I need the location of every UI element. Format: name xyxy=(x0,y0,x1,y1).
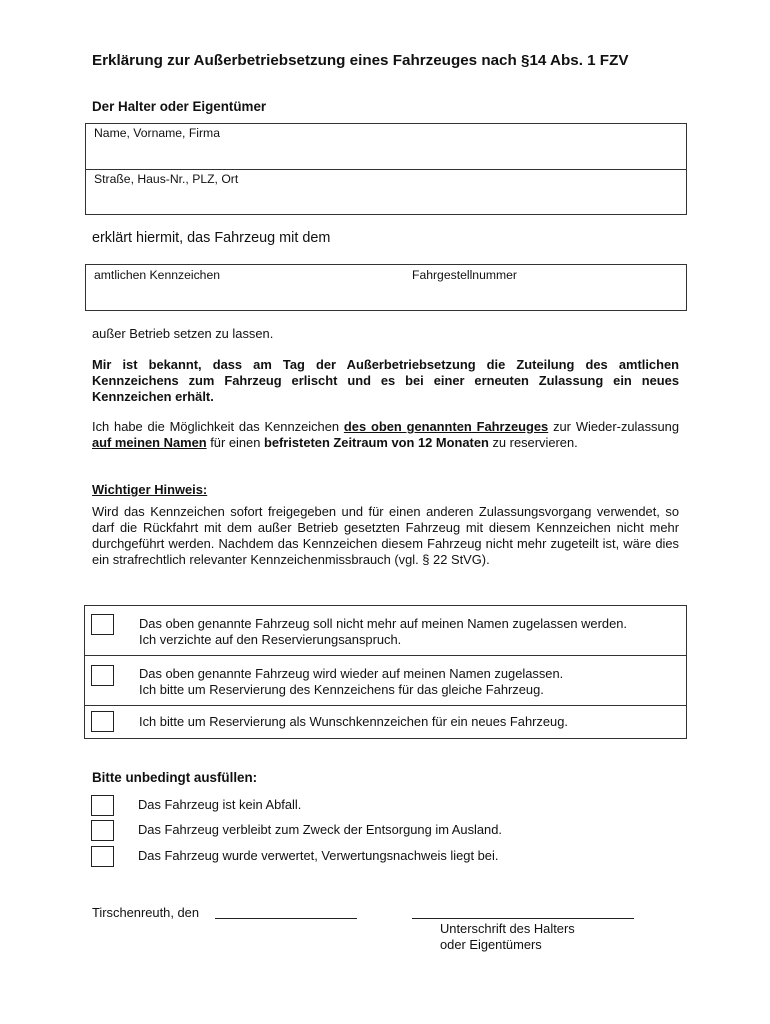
option-row xyxy=(85,605,686,656)
signature-label-1: Unterschrift des Halters xyxy=(440,921,575,936)
option-text xyxy=(139,616,627,648)
fahrgestell-label: Fahrgestellnummer xyxy=(412,268,517,282)
reserve-bold-period: befristeten Zeitraum von 12 Monaten xyxy=(263,435,489,450)
option-checkbox[interactable] xyxy=(91,614,114,635)
option-row xyxy=(85,706,686,739)
halter-heading: Der Halter oder Eigentümer xyxy=(92,99,267,114)
reserve-text-1: Ich habe die Möglichkeit das Kennzeichen xyxy=(92,419,344,434)
bitte-heading: Bitte unbedingt ausfüllen: xyxy=(92,770,258,785)
option-line: Ich bitte um Reservierung des Kennzeichens für das gleiche Fahrzeug. xyxy=(139,682,544,697)
option-text xyxy=(139,666,563,698)
option-row xyxy=(85,656,686,706)
erklaert-text: erklärt hiermit, das Fahrzeug mit dem xyxy=(92,230,331,246)
ausland-text: Das Fahrzeug verbleibt zum Zweck der Entsorgung im Ausland. xyxy=(138,822,502,837)
option-text xyxy=(139,714,568,730)
kennzeichen-field[interactable] xyxy=(86,265,406,310)
option-line: Das oben genannte Fahrzeug wird wieder auf meinen Namen zugelassen. xyxy=(139,666,564,681)
reserve-text-3: für einen xyxy=(206,435,264,450)
halter-box xyxy=(85,123,687,215)
reserve-text-2: zur Wieder-zulassung xyxy=(548,419,679,434)
options-table xyxy=(84,605,687,739)
bekannt-text: Mir ist bekannt, dass am Tag der Außerbetriebsetzung die Zuteilung des amtlichen Kennzeichens zum Fahrzeug erlischt und es bei einer erneuten Zulassung ein neues Kennzeichen erhält. xyxy=(92,357,679,404)
name-field-label: Name, Vorname, Firma xyxy=(94,126,220,140)
reserve-text-4: zu reservieren. xyxy=(488,435,578,450)
hinweis-text: Wird das Kennzeichen sofort freigegeben und für einen anderen Zulassungsvorgang verwendet, so darf die Rückfahrt mit dem außer Betrieb gesetzten Fahrzeug mit diesem Kennzeichen nicht mehr durchgeführt werden. Nachdem das Kennzeichen diesem Fahrzeug nicht mehr zugeteilt ist, wäre dies ein strafrechtlich relevanter Kennzeichenmissbrauch (vgl. § 22 StVG). xyxy=(92,504,679,567)
address-field-label: Straße, Haus-Nr., PLZ, Ort xyxy=(94,172,239,186)
reserve-underlined-vehicle: des oben genannten Fahrzeuges xyxy=(343,419,549,434)
ausland-checkbox[interactable] xyxy=(91,820,114,841)
document-title: Erklärung zur Außerbetriebsetzung eines Fahrzeuges nach §14 Abs. 1 FZV xyxy=(92,52,629,69)
ausser-betrieb-text: außer Betrieb setzen zu lassen. xyxy=(92,326,274,341)
option-checkbox[interactable] xyxy=(91,665,114,686)
reserve-underlined-name: auf meinen Namen xyxy=(92,435,207,450)
option-line: Das oben genannte Fahrzeug soll nicht mehr auf meinen Namen zugelassen werden. xyxy=(139,616,627,631)
hinweis-heading: Wichtiger Hinweis: xyxy=(92,482,208,497)
option-checkbox[interactable] xyxy=(91,711,114,732)
option-line: Ich bitte um Reservierung als Wunschkennzeichen für ein neues Fahrzeug. xyxy=(139,714,568,729)
date-line[interactable] xyxy=(215,918,357,919)
signature-label-2: oder Eigentümers xyxy=(440,937,542,952)
name-field[interactable] xyxy=(86,124,686,169)
abfall-text: Das Fahrzeug ist kein Abfall. xyxy=(138,797,302,812)
place-date-label: Tirschenreuth, den xyxy=(92,905,200,920)
fahrgestell-field[interactable] xyxy=(406,265,686,310)
vehicle-box xyxy=(85,264,687,311)
reserve-paragraph xyxy=(92,419,679,451)
option-line: Ich verzichte auf den Reservierungsanspruch. xyxy=(139,632,402,647)
abfall-checkbox[interactable] xyxy=(91,795,114,816)
verwertet-checkbox[interactable] xyxy=(91,846,114,867)
kennzeichen-label: amtlichen Kennzeichen xyxy=(94,268,221,282)
signature-line[interactable] xyxy=(412,918,634,919)
verwertet-text: Das Fahrzeug wurde verwertet, Verwertungsnachweis liegt bei. xyxy=(138,848,499,863)
address-field[interactable] xyxy=(86,169,686,215)
